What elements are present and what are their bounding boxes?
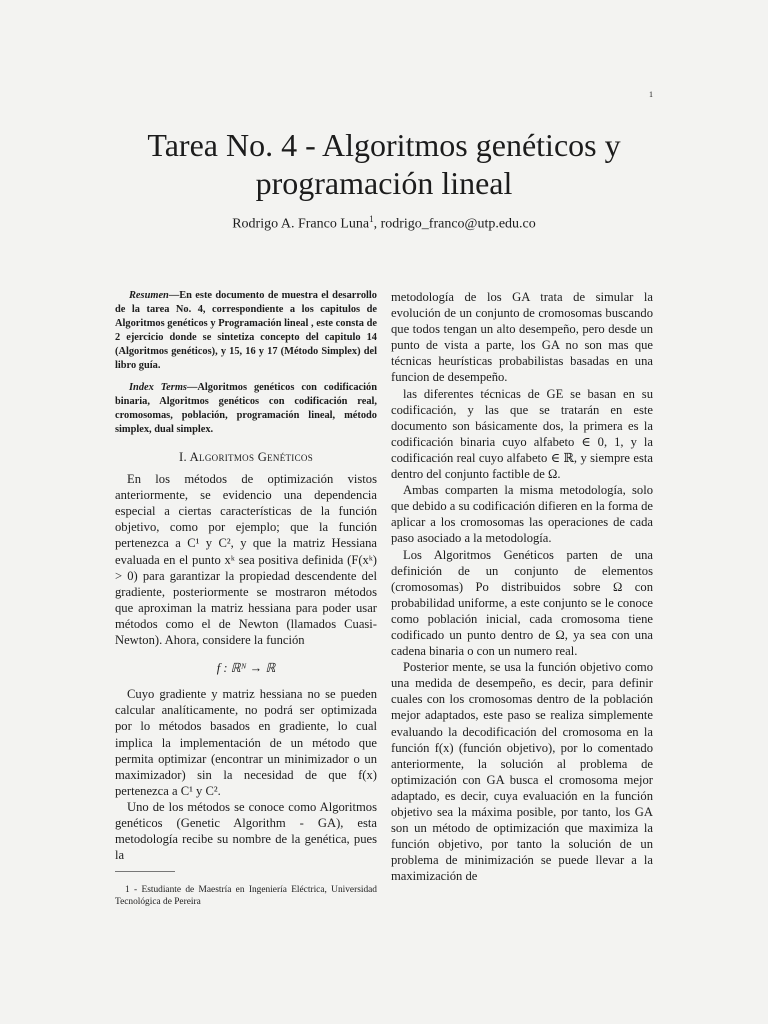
abstract-lead: Resumen (129, 290, 169, 301)
footnote-divider (115, 871, 175, 872)
paragraph: Cuyo gradiente y matriz hessiana no se pueden calcular analíticamente, no podrá ser optimizada por lo métodos basados en gradiente, lo cual implica la implementación de un método que permita optimizar (encontrar un minimizador o un maximizador) sin la necesidad de que f(x) pertenezca a C¹ y C². (115, 687, 377, 798)
abstract (115, 289, 377, 373)
paragraph: Los Algoritmos Genéticos parten de una definición de un conjunto de elementos (cromosomas) Po distribuidos sobre Ω con probabilidad uniforme, a este conjunto se le conoce como población inicial, cada cromosoma tiene codificado un punto dentro de Ω, ya sea con una cadena binaria o con un numero real. (391, 547, 653, 659)
author-email: , rodrigo_franco@utp.edu.co (373, 216, 536, 232)
abstract-text: —En este documento de muestra el desarrollo de la tarea No. 4, correspondiente a los capitulos de Algoritmos genéticos y Programación lineal , este consta de 2 ejercicio donde se sintetiza concepto del capitulo 14 (Algoritmos genéticos), y 15, 16 y 17 (Método Simplex) del libro guía. (115, 290, 377, 371)
paragraph: Posterior mente, se usa la función objetivo como una medida de desempeño, es decir, para definir cuales con los cromosomas dentro de la población mejor adaptados, este paso se realiza simplemente evaluando la decodificación del cromosoma en la función f(x) (función objetivo), por lo comentado anteriormente, la solución al problema de optimización con GA busca el cromosoma mejor adaptado, es decir, cuya evaluación en la función objetivo sea la máxima posible, por tanto, los GA son un método de optimización que maximiza la función objetivo, por tanto la solución de un problema de minimización se puede llevar a la maximización de (391, 660, 653, 884)
index-terms (115, 381, 377, 437)
footnote: 1 - Estudiante de Maestría en Ingeniería Eléctrica, Universidad Tecnológica de Pereira (115, 885, 377, 908)
paragraph: Ambas comparten la misma metodología, solo que debido a su codificación difieren en la forma de aplicar a los cromosomas las operaciones de cada paso asociado a la metodología. (391, 483, 653, 546)
equation: f : ℝᴺ → ℝ (216, 661, 276, 676)
paper-title (0, 126, 768, 202)
author-name: Rodrigo A. Franco Luna (232, 216, 370, 232)
left-column (115, 289, 377, 908)
paragraph: metodología de los GA trata de simular la evolución de un conjunto de cromosomas buscando que todos tengan un alto desempeño, pero desde un punto de vista a parte, los GA no son mas que técnicas heurísticas probabilistas basadas en una funcion de desempeño. (391, 290, 653, 385)
author-line (0, 214, 768, 233)
title-line-2: programación lineal (255, 165, 513, 201)
section-heading: I. Algoritmos Genéticos (178, 450, 314, 464)
index-terms-text: —Algoritmos genéticos con codificación binaria, Algoritmos genéticos con codificación real, cromosomas, población, programación lineal, método simplex, dual simplex. (115, 382, 377, 435)
title-line-1: Tarea No. 4 - Algoritmos genéticos y (147, 127, 621, 163)
author-footnote-mark: 1 (369, 214, 374, 224)
right-column (391, 289, 653, 884)
index-terms-lead: Index Terms (129, 382, 187, 393)
page-number: 1 (649, 90, 653, 99)
paragraph: las diferentes técnicas de GE se basan en su codificación, y las que se tratarán en este documento son básicamente dos, la primera es la codificación binaria cuyo alfabeto ∈ 0, 1, y la codificación real cuyo alfabeto ∈ ℝ, y siempre esta dentro del conjunto factible de Ω. (391, 386, 653, 482)
paragraph: En los métodos de optimización vistos anteriormente, se evidencio una dependencia especial a ciertas características de la función objetivo, como por ejemplo; que la función pertenezca a C¹ y C², y que la matriz Hessiana evaluada en el punto xᵏ sea positiva definida (F(xᵏ) > 0) para garantizar la propiedad descendente del gradiente, posteriormente se mostraron métodos que aproximan la matriz hessiana para poder usar métodos como el de Newton (llamados Cuasi-Newton). Ahora, considere la función (115, 472, 377, 648)
paragraph: Uno de los métodos se conoce como Algoritmos genéticos (Genetic Algorithm - GA), esta metodología recibe su nombre de la genética, pues la (115, 799, 377, 863)
